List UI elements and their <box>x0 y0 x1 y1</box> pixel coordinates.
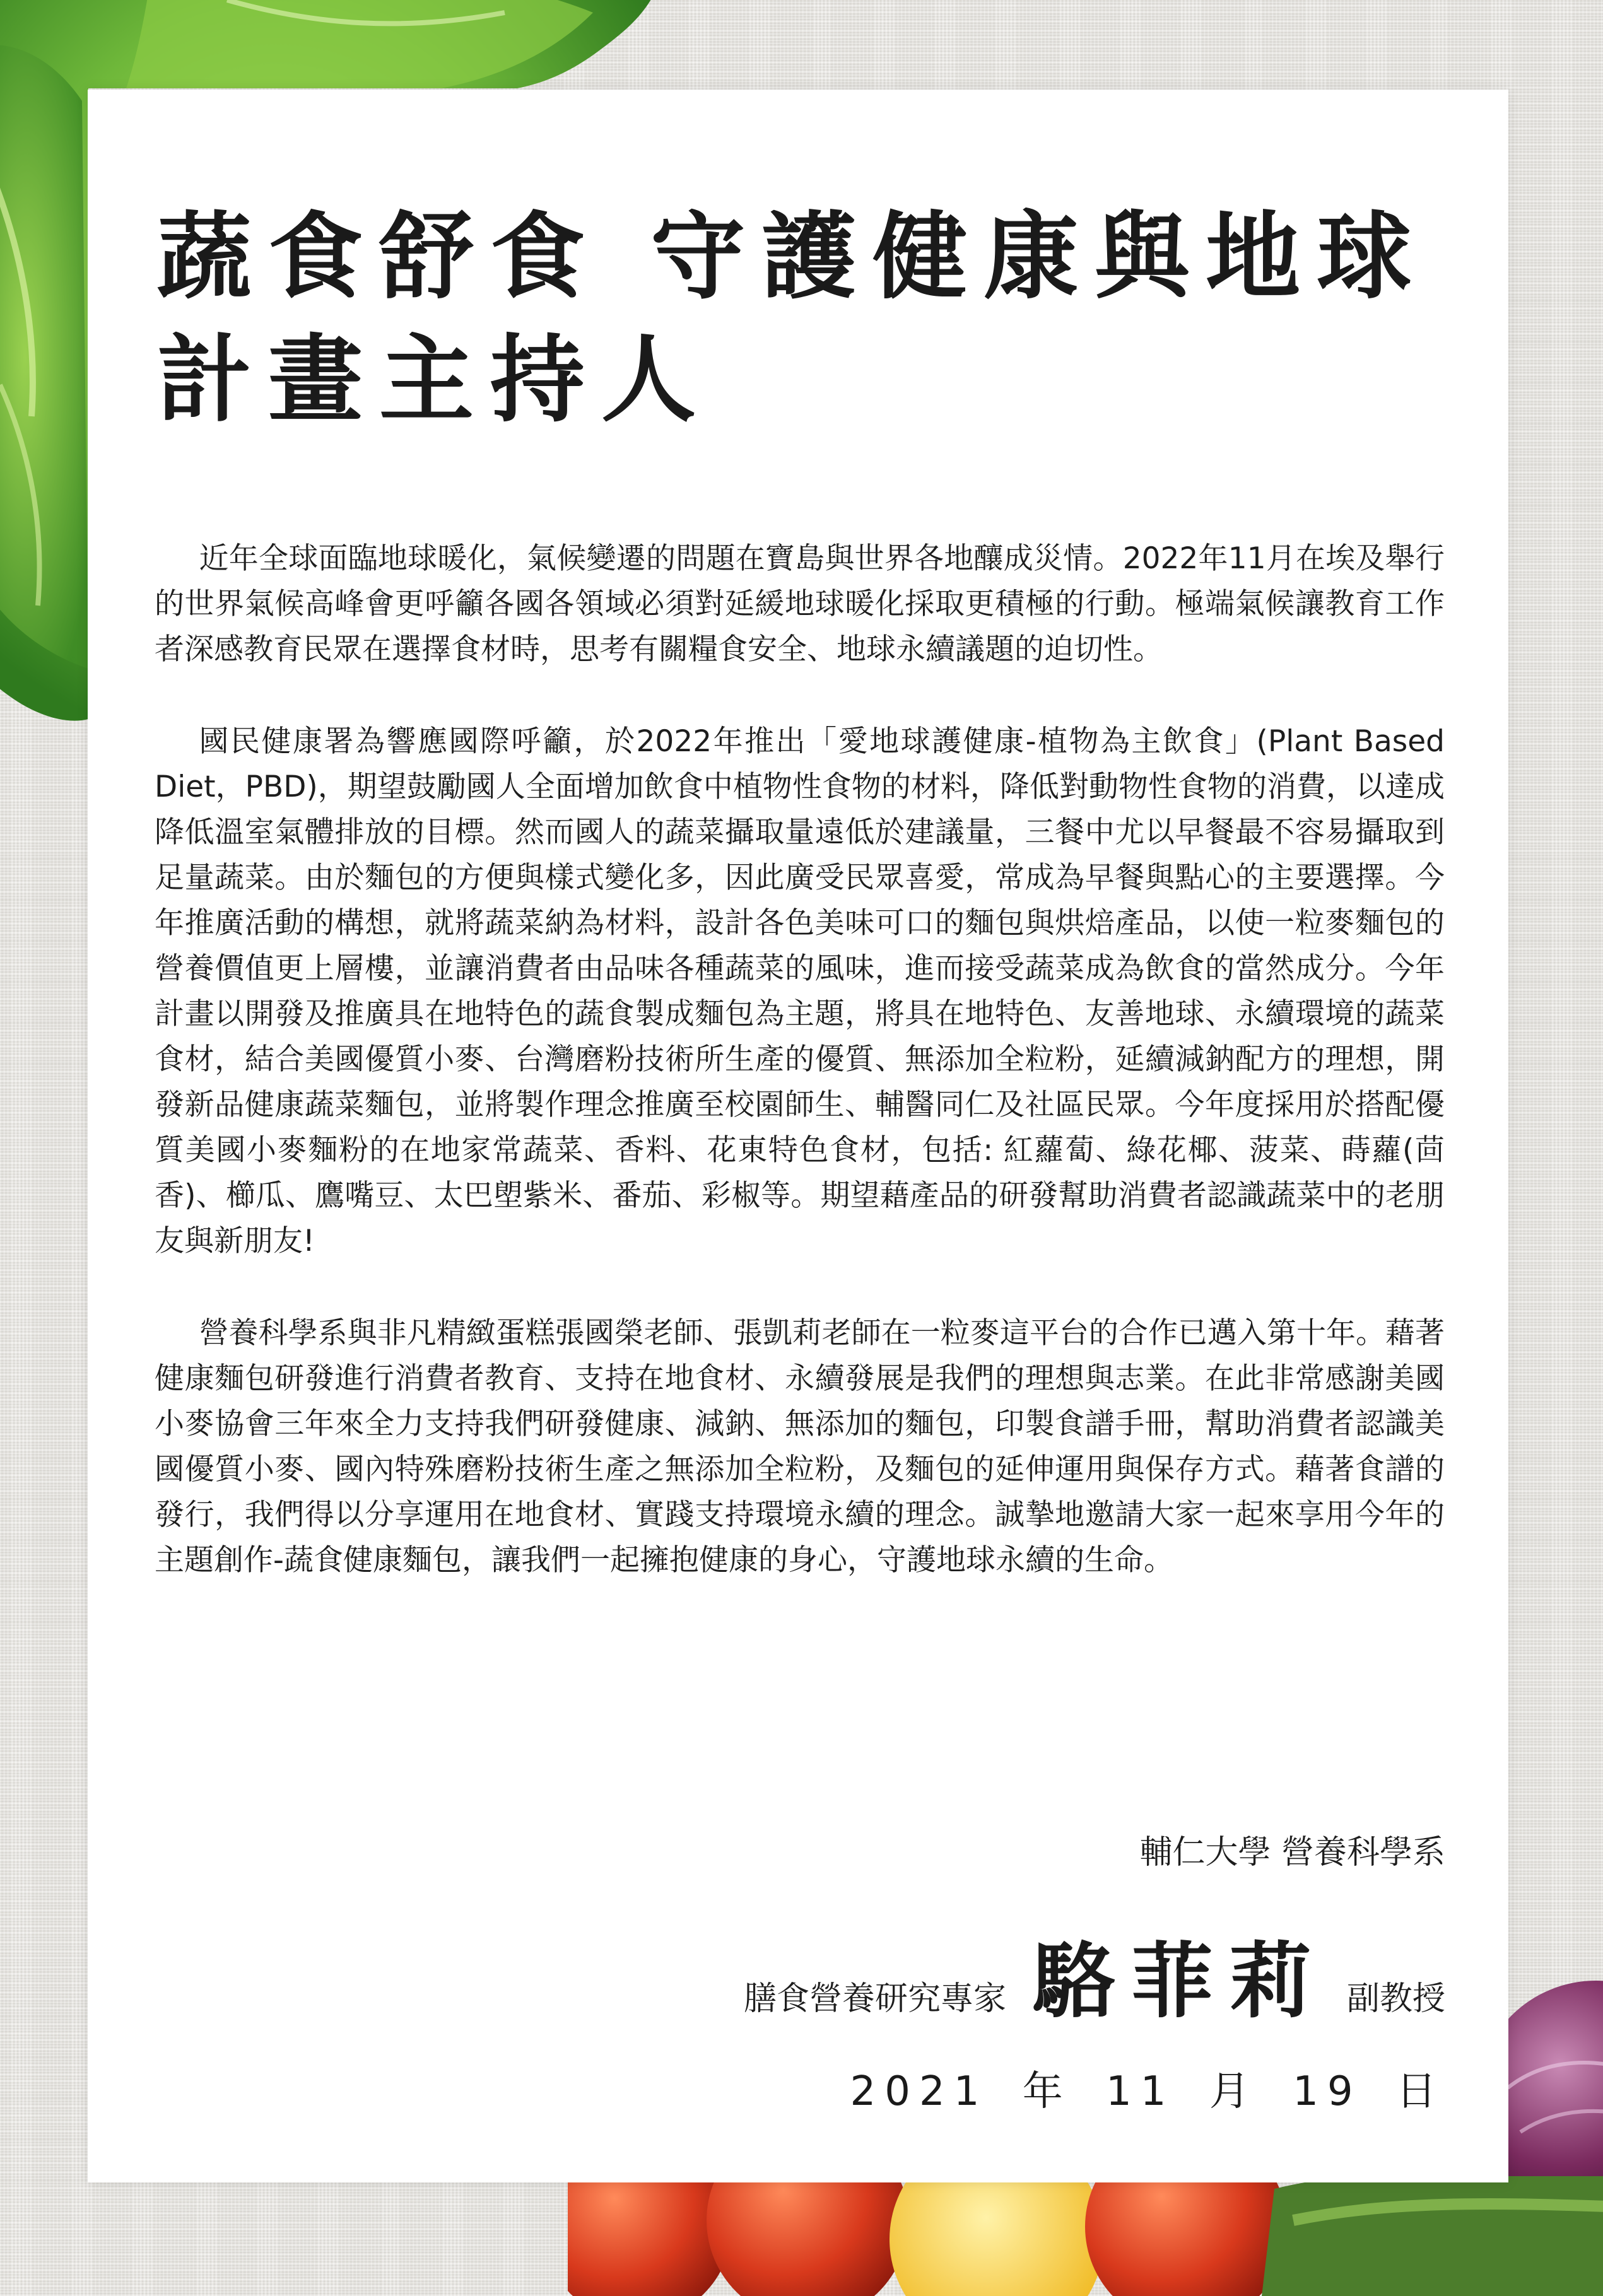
signature-name: 駱菲莉 <box>1032 1933 1328 2029</box>
signature-role: 膳食營養研究專家 <box>743 1980 1006 2018</box>
paragraph: 近年全球面臨地球暖化，氣候變遷的問題在寶島與世界各地釀成災情。2022年11月在埃及舉行的世界氣候高峰會更呼籲各國各領域必須對延緩地球暖化採取更積極的行動。極端氣候讓教育工作者深感教育民眾在選擇食材時，思考有關糧食安全、地球永續議題的迫切性。 <box>155 541 1445 667</box>
signature-block <box>436 1827 1445 2117</box>
paragraph: 國民健康署為響應國際呼籲，於2022年推出「愛地球護健康-植物為主飲食」(Plant Based Diet，PBD)，期望鼓勵國人全面增加飲食中植物性食物的材料，降低對動物性食物的消費，以達成降低溫室氣體排放的目標。然而國人的蔬菜攝取量遠低於建議量，三餐中尤以早餐最不容易攝取到足量蔬菜。由於麵包的方便與樣式變化多，因此廣受民眾喜愛，常成為早餐與點心的主要選擇。今年推廣活動的構想，就將蔬菜納為材料，設計各色美味可口的麵包與烘焙產品，以使一粒麥麵包的營養價值更上層樓，並讓消費者由品味各種蔬菜的風味，進而接受蔬菜成為飲食的當然成分。今年計畫以開發及推廣具在地特色的蔬食製成麵包為主題，將具在地特色、友善地球、永續環境的蔬菜食材，結合美國優質小麥、台灣磨粉技術所生產的優質、無添加全粒粉，延續減鈉配方的理想，開發新品健康蔬菜麵包，並將製作理念推廣至校園師生、輔醫同仁及社區民眾。今年度採用於搭配優質美國小麥麵粉的在地家常蔬菜、香料、花東特色食材，包括: 紅蘿蔔、綠花椰、菠菜、蒔蘿(茴香)、櫛瓜、鷹嘴豆、太巴塱紫米、番茄、彩椒等。期望藉產品的研發幫助消費者認識蔬菜中的老朋友與新朋友! <box>155 724 1445 1258</box>
signature-date: 2021 年 11 月 19 日 <box>850 2068 1445 2115</box>
page-subtitle: 計畫主持人 <box>157 324 713 435</box>
document-page <box>88 90 1508 2182</box>
signature-department: 輔仁大學 營養科學系 <box>1139 1834 1445 1871</box>
signature-line <box>436 1916 1445 2034</box>
signature-title: 副教授 <box>1346 1980 1445 2018</box>
body-text <box>155 536 1445 1630</box>
page-title: 蔬食舒食 守護健康與地球 <box>157 201 1428 312</box>
paragraph: 營養科學系與非凡精緻蛋糕張國榮老師、張凱莉老師在一粒麥這平台的合作已邁入第十年。藉著健康麵包研發進行消費者教育、支持在地食材、永續發展是我們的理想與志業。在此非常感謝美國小麥協會三年來全力支持我們研發健康、減鈉、無添加的麵包，印製食譜手冊，幫助消費者認識美國優質小麥、國內特殊磨粉技術生產之無添加全粒粉，及麵包的延伸運用與保存方式。藉著食譜的發行，我們得以分享運用在地食材、實踐支持環境永續的理念。誠摯地邀請大家一起來享用今年的主題創作-蔬食健康麵包，讓我們一起擁抱健康的身心，守護地球永續的生命。 <box>155 1316 1445 1578</box>
